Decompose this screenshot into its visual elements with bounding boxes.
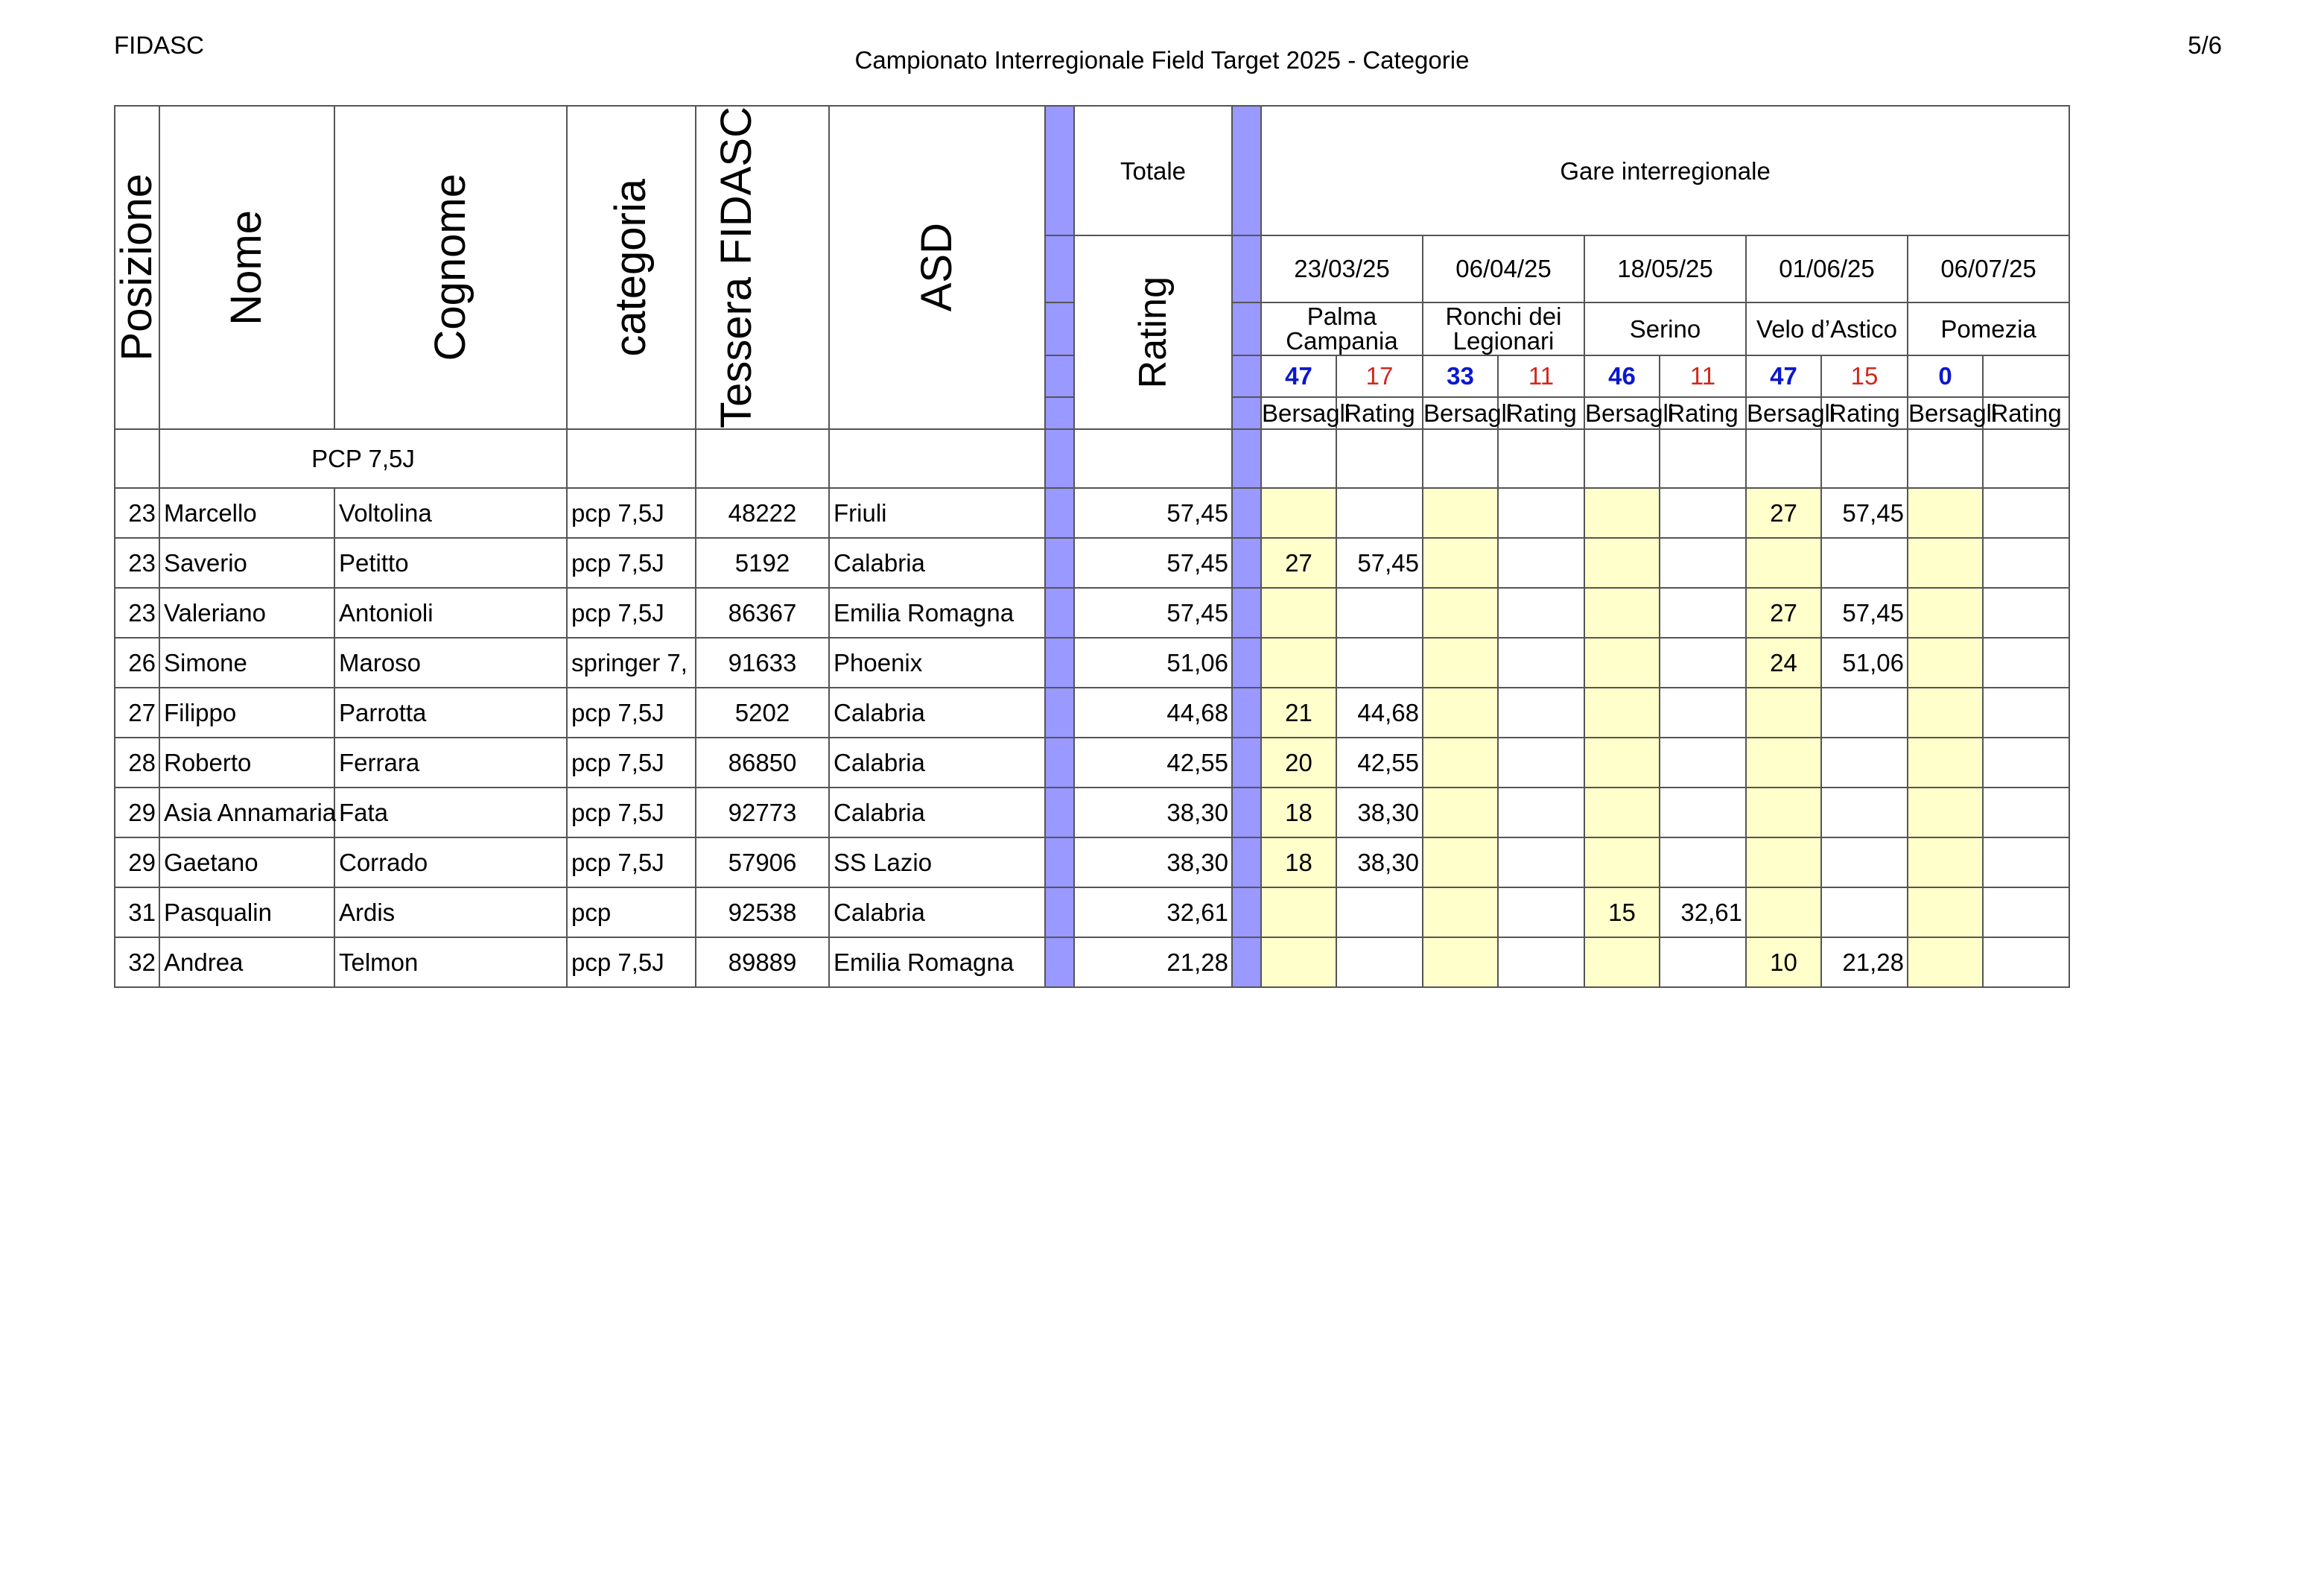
separator-cell [1045,235,1074,302]
separator-cell [1232,355,1261,397]
cell-rating [1983,788,2069,837]
cell-nome: Asia Annamaria [159,788,334,837]
cell-rating [1336,488,1423,538]
subheader-rating: Rating [1336,397,1423,429]
cell-totale: 51,06 [1074,638,1232,688]
col-header-posizione: Posizione [115,106,159,429]
section-cell [567,429,696,488]
event-rating-count: 11 [1660,355,1746,397]
subheader-bersagli: Bersagli [1746,397,1821,429]
cell-bersagli [1261,937,1336,987]
cell-rating [1498,638,1584,688]
cell-bersagli [1423,638,1498,688]
separator-cell [1045,588,1074,638]
cell-bersagli [1746,688,1821,738]
cell-rating [1821,837,1908,887]
cell-bersagli: 27 [1261,538,1336,588]
cell-categoria: pcp 7,5J [567,488,696,538]
cell-categoria: springer 7, [567,638,696,688]
subheader-rating: Rating [1983,397,2069,429]
separator-cell [1045,788,1074,837]
col-header-asd: ASD [829,106,1045,429]
separator-cell [1232,688,1261,738]
event-date: 01/06/25 [1746,235,1908,302]
event-venue: Pomezia [1908,302,2069,355]
cell-rating [1983,488,2069,538]
cell-bersagli [1908,638,1983,688]
cell-bersagli: 24 [1746,638,1821,688]
cell-bersagli [1908,538,1983,588]
cell-bersagli [1584,937,1660,987]
cell-rating [1660,488,1746,538]
col-header-gare: Gare interregionale [1261,106,2069,235]
cell-bersagli [1261,588,1336,638]
cell-cognome: Parrotta [334,688,567,738]
event-bersagli-count: 33 [1423,355,1498,397]
cell-nome: Pasqualin [159,887,334,937]
separator-cell [1232,638,1261,688]
table-row [115,738,2069,788]
section-cell [1983,429,2069,488]
cell-tessera: 48222 [696,488,829,538]
cell-rating [1498,837,1584,887]
cell-bersagli [1584,538,1660,588]
separator-cell [1045,397,1074,429]
cell-totale: 38,30 [1074,837,1232,887]
standings-table [114,105,2070,988]
page-number: 5/6 [2188,31,2222,59]
event-bersagli-count: 47 [1746,355,1821,397]
cell-rating [1821,738,1908,788]
cell-bersagli [1261,488,1336,538]
section-cell [1746,429,1821,488]
cell-totale: 21,28 [1074,937,1232,987]
cell-rating [1821,788,1908,837]
cell-rating: 21,28 [1821,937,1908,987]
cell-nome: Andrea [159,937,334,987]
cell-asd: Emilia Romagna [829,937,1045,987]
cell-rating [1660,837,1746,887]
subheader-rating: Rating [1498,397,1584,429]
cell-bersagli: 10 [1746,937,1821,987]
cell-categoria: pcp 7,5J [567,788,696,837]
cell-bersagli [1423,488,1498,538]
event-date: 23/03/25 [1261,235,1423,302]
cell-bersagli [1261,638,1336,688]
separator-cell [1232,106,1261,235]
cell-cognome: Telmon [334,937,567,987]
cell-bersagli [1423,538,1498,588]
cell-posizione: 23 [115,538,159,588]
cell-asd: Calabria [829,688,1045,738]
cell-asd: Phoenix [829,638,1045,688]
cell-cognome: Fata [334,788,567,837]
page-title: Campionato Interregionale Field Target 2025 - Categorie [854,46,1470,74]
cell-rating: 57,45 [1821,588,1908,638]
separator-cell [1232,397,1261,429]
col-header-categoria: categoria [567,106,696,429]
section-cell [1660,429,1746,488]
cell-rating: 32,61 [1660,887,1746,937]
cell-asd: Calabria [829,788,1045,837]
cell-rating [1336,638,1423,688]
cell-bersagli: 21 [1261,688,1336,738]
section-cell [1821,429,1908,488]
separator-cell [1232,538,1261,588]
event-date: 06/04/25 [1423,235,1584,302]
cell-categoria: pcp [567,887,696,937]
cell-tessera: 92538 [696,887,829,937]
cell-totale: 57,45 [1074,538,1232,588]
separator-cell [1045,429,1074,488]
cell-rating [1660,788,1746,837]
cell-rating: 51,06 [1821,638,1908,688]
cell-categoria: pcp 7,5J [567,538,696,588]
cell-asd: Friuli [829,488,1045,538]
cell-bersagli [1584,688,1660,738]
table-row [115,588,2069,638]
separator-cell [1045,837,1074,887]
cell-nome: Gaetano [159,837,334,887]
cell-tessera: 86367 [696,588,829,638]
separator-cell [1232,887,1261,937]
cell-bersagli [1584,738,1660,788]
col-header-tessera: Tessera FIDASC [696,106,829,429]
cell-bersagli [1584,788,1660,837]
separator-cell [1232,937,1261,987]
cell-rating [1983,738,2069,788]
cell-posizione: 32 [115,937,159,987]
cell-bersagli: 27 [1746,488,1821,538]
cell-asd: Calabria [829,538,1045,588]
cell-bersagli [1746,538,1821,588]
cell-rating [1983,837,2069,887]
cell-posizione: 29 [115,788,159,837]
table-row [115,837,2069,887]
cell-nome: Filippo [159,688,334,738]
cell-asd: Calabria [829,887,1045,937]
event-rating-count [1983,355,2069,397]
cell-bersagli [1908,937,1983,987]
separator-cell [1045,355,1074,397]
cell-totale: 57,45 [1074,588,1232,638]
cell-cognome: Maroso [334,638,567,688]
cell-rating [1660,588,1746,638]
cell-bersagli [1423,937,1498,987]
section-cell [1074,429,1232,488]
cell-rating [1821,688,1908,738]
cell-categoria: pcp 7,5J [567,738,696,788]
cell-rating [1983,588,2069,638]
cell-bersagli [1584,837,1660,887]
subheader-bersagli: Bersagli [1423,397,1498,429]
cell-bersagli [1746,837,1821,887]
separator-cell [1232,788,1261,837]
cell-rating [1498,488,1584,538]
cell-totale: 38,30 [1074,788,1232,837]
cell-cognome: Ardis [334,887,567,937]
event-date: 18/05/25 [1584,235,1746,302]
subheader-rating: Rating [1660,397,1746,429]
table-row [115,937,2069,987]
cell-rating [1983,887,2069,937]
event-bersagli-count: 47 [1261,355,1336,397]
cell-bersagli [1423,788,1498,837]
separator-cell [1045,106,1074,235]
table-row [115,538,2069,588]
cell-categoria: pcp 7,5J [567,837,696,887]
cell-rating [1983,688,2069,738]
event-rating-count: 11 [1498,355,1584,397]
cell-rating [1983,538,2069,588]
cell-rating [1498,538,1584,588]
cell-cognome: Petitto [334,538,567,588]
cell-bersagli [1746,738,1821,788]
cell-bersagli [1908,788,1983,837]
cell-rating [1498,788,1584,837]
cell-rating [1498,887,1584,937]
cell-categoria: pcp 7,5J [567,588,696,638]
cell-rating: 42,55 [1336,738,1423,788]
col-header-nome: Nome [159,106,334,429]
cell-rating: 38,30 [1336,788,1423,837]
cell-tessera: 5192 [696,538,829,588]
cell-nome: Marcello [159,488,334,538]
cell-bersagli [1423,887,1498,937]
cell-rating [1660,738,1746,788]
cell-nome: Roberto [159,738,334,788]
section-cell [1584,429,1660,488]
cell-bersagli [1423,738,1498,788]
section-cell [1336,429,1423,488]
cell-tessera: 5202 [696,688,829,738]
separator-cell [1232,837,1261,887]
cell-bersagli [1584,488,1660,538]
cell-bersagli: 20 [1261,738,1336,788]
cell-bersagli [1261,887,1336,937]
col-header-totale: Totale [1074,106,1232,235]
cell-bersagli [1746,887,1821,937]
subheader-rating: Rating [1821,397,1908,429]
cell-bersagli: 27 [1746,588,1821,638]
event-bersagli-count: 0 [1908,355,1983,397]
cell-rating: 44,68 [1336,688,1423,738]
subheader-bersagli: Bersagli [1261,397,1336,429]
cell-bersagli [1908,837,1983,887]
separator-cell [1232,488,1261,538]
cell-bersagli [1908,588,1983,638]
separator-cell [1045,488,1074,538]
cell-categoria: pcp 7,5J [567,688,696,738]
section-cell [115,429,159,488]
cell-asd: Calabria [829,738,1045,788]
section-cell [696,429,829,488]
separator-cell [1045,688,1074,738]
cell-tessera: 89889 [696,937,829,987]
cell-nome: Saverio [159,538,334,588]
cell-categoria: pcp 7,5J [567,937,696,987]
section-cell [1908,429,1983,488]
cell-nome: Valeriano [159,588,334,638]
cell-bersagli [1584,588,1660,638]
cell-tessera: 92773 [696,788,829,837]
separator-cell [1045,887,1074,937]
table-row [115,887,2069,937]
col-header-rating: Rating [1074,235,1232,429]
cell-rating [1498,588,1584,638]
separator-cell [1232,738,1261,788]
table-row [115,638,2069,688]
separator-cell [1045,538,1074,588]
cell-cognome: Voltolina [334,488,567,538]
cell-bersagli [1908,738,1983,788]
cell-rating [1660,937,1746,987]
cell-cognome: Antonioli [334,588,567,638]
separator-cell [1045,738,1074,788]
section-cell [1423,429,1498,488]
cell-cognome: Ferrara [334,738,567,788]
cell-totale: 32,61 [1074,887,1232,937]
section-cell [1261,429,1336,488]
cell-rating [1336,887,1423,937]
section-label: PCP 7,5J [159,429,567,488]
event-venue: Ronchi dei Legionari [1423,302,1584,355]
cell-bersagli: 15 [1584,887,1660,937]
cell-tessera: 86850 [696,738,829,788]
cell-rating: 38,30 [1336,837,1423,887]
subheader-bersagli: Bersagli [1908,397,1983,429]
cell-totale: 44,68 [1074,688,1232,738]
cell-bersagli [1423,837,1498,887]
cell-rating [1821,887,1908,937]
col-header-cognome: Cognome [334,106,567,429]
separator-cell [1045,937,1074,987]
cell-totale: 42,55 [1074,738,1232,788]
cell-totale: 57,45 [1074,488,1232,538]
organization-label: FIDASC [114,31,205,59]
section-cell [1498,429,1584,488]
cell-asd: SS Lazio [829,837,1045,887]
cell-rating [1821,538,1908,588]
cell-nome: Simone [159,638,334,688]
cell-cognome: Corrado [334,837,567,887]
event-venue: Palma Campania [1261,302,1423,355]
separator-cell [1045,302,1074,355]
cell-bersagli [1908,688,1983,738]
cell-bersagli [1908,488,1983,538]
event-venue: Velo d’Astico [1746,302,1908,355]
event-bersagli-count: 46 [1584,355,1660,397]
cell-bersagli: 18 [1261,837,1336,887]
separator-cell [1232,235,1261,302]
cell-rating [1498,937,1584,987]
cell-rating [1983,937,2069,987]
event-rating-count: 17 [1336,355,1423,397]
cell-rating [1660,638,1746,688]
separator-cell [1232,429,1261,488]
event-rating-count: 15 [1821,355,1908,397]
cell-posizione: 26 [115,638,159,688]
cell-rating: 57,45 [1821,488,1908,538]
cell-bersagli [1746,788,1821,837]
cell-tessera: 57906 [696,837,829,887]
cell-bersagli [1423,588,1498,638]
cell-posizione: 28 [115,738,159,788]
cell-bersagli [1908,887,1983,937]
cell-bersagli: 18 [1261,788,1336,837]
cell-rating [1336,937,1423,987]
cell-posizione: 23 [115,588,159,638]
cell-rating [1660,538,1746,588]
cell-posizione: 31 [115,887,159,937]
cell-rating [1498,688,1584,738]
subheader-bersagli: Bersagli [1584,397,1660,429]
table-row [115,788,2069,837]
cell-posizione: 23 [115,488,159,538]
cell-bersagli [1584,638,1660,688]
event-venue: Serino [1584,302,1746,355]
cell-rating [1660,688,1746,738]
cell-rating [1336,588,1423,638]
table-row [115,688,2069,738]
cell-posizione: 29 [115,837,159,887]
cell-bersagli [1423,688,1498,738]
section-cell [829,429,1045,488]
cell-rating: 57,45 [1336,538,1423,588]
separator-cell [1232,302,1261,355]
table-row [115,488,2069,538]
event-date: 06/07/25 [1908,235,2069,302]
cell-asd: Emilia Romagna [829,588,1045,638]
separator-cell [1232,588,1261,638]
cell-tessera: 91633 [696,638,829,688]
cell-posizione: 27 [115,688,159,738]
separator-cell [1045,638,1074,688]
cell-rating [1498,738,1584,788]
cell-rating [1983,638,2069,688]
